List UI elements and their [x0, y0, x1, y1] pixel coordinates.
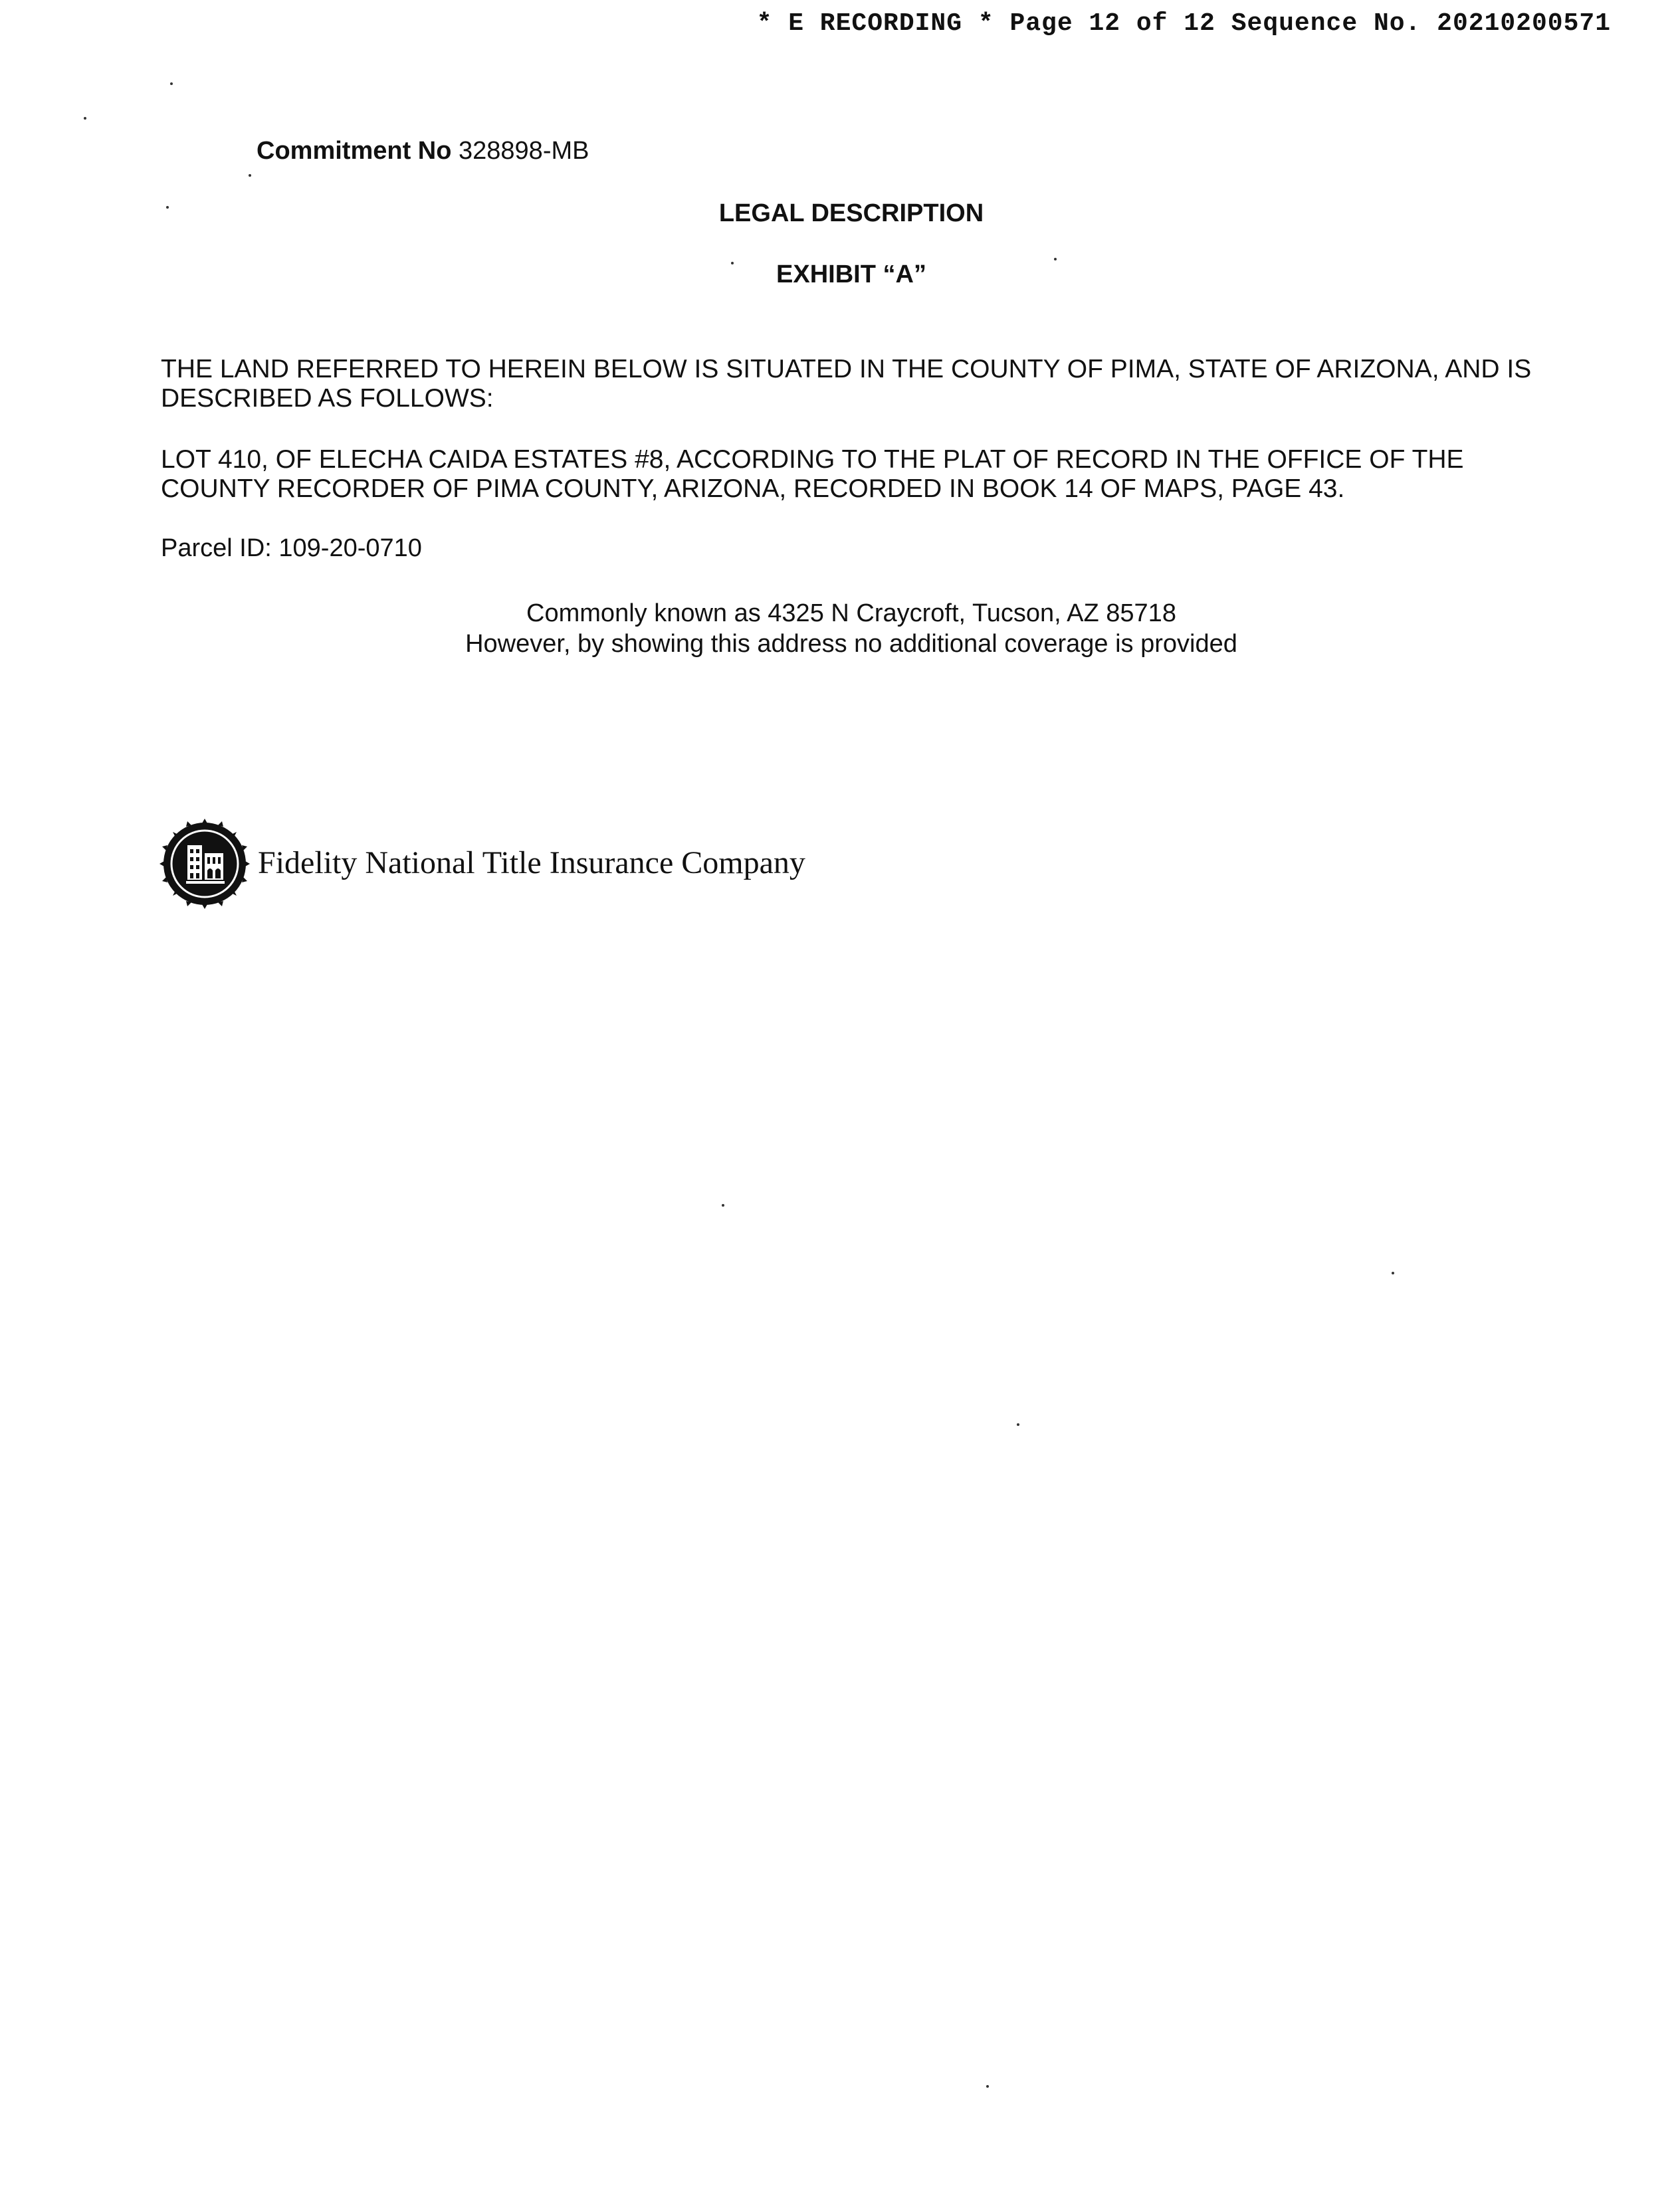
- scan-speck: [249, 174, 251, 177]
- recording-header: * E RECORDING * Page 12 of 12 Sequence No. 20210200571: [756, 9, 1611, 38]
- scan-speck: [84, 117, 86, 120]
- scan-speck: [1054, 258, 1057, 260]
- commitment-value: 328898-MB: [459, 137, 589, 165]
- land-situated-paragraph: THE LAND REFERRED TO HEREIN BELOW IS SITUATED IN THE COUNTY OF PIMA, STATE OF ARIZONA, AND IS DESCRIBED AS FOLLOWS:: [161, 355, 1532, 413]
- commonly-known-address: Commonly known as 4325 N Craycroft, Tucson, AZ 85718: [526, 599, 1176, 627]
- coverage-disclaimer: However, by showing this address no additional coverage is provided: [465, 630, 1237, 658]
- lot-description-paragraph: LOT 410, OF ELECHA CAIDA ESTATES #8, ACCORDING TO THE PLAT OF RECORD IN THE OFFICE OF THE COUNTY RECORDER OF PIMA COUNTY, ARIZONA, RECORDED IN BOOK 14 OF MAPS, PAGE 43.: [161, 445, 1464, 503]
- fidelity-seal-icon: [159, 819, 250, 909]
- company-name: Fidelity National Title Insurance Company: [258, 845, 805, 880]
- scan-speck: [1017, 1423, 1019, 1426]
- scan-speck: [722, 1204, 724, 1207]
- scan-speck: [1392, 1272, 1394, 1274]
- commitment-label: Commitment No: [257, 137, 452, 165]
- scan-speck: [166, 206, 169, 209]
- scan-speck: [731, 262, 734, 264]
- legal-description-heading: LEGAL DESCRIPTION: [718, 199, 984, 227]
- address-block: [0, 598, 1680, 659]
- scan-speck: [986, 2085, 989, 2088]
- commitment-number: [257, 137, 589, 165]
- scan-speck: [170, 82, 173, 85]
- company-footer: [159, 819, 805, 909]
- exhibit-heading: EXHIBIT “A”: [776, 260, 926, 288]
- parcel-id: Parcel ID: 109-20-0710: [161, 534, 422, 562]
